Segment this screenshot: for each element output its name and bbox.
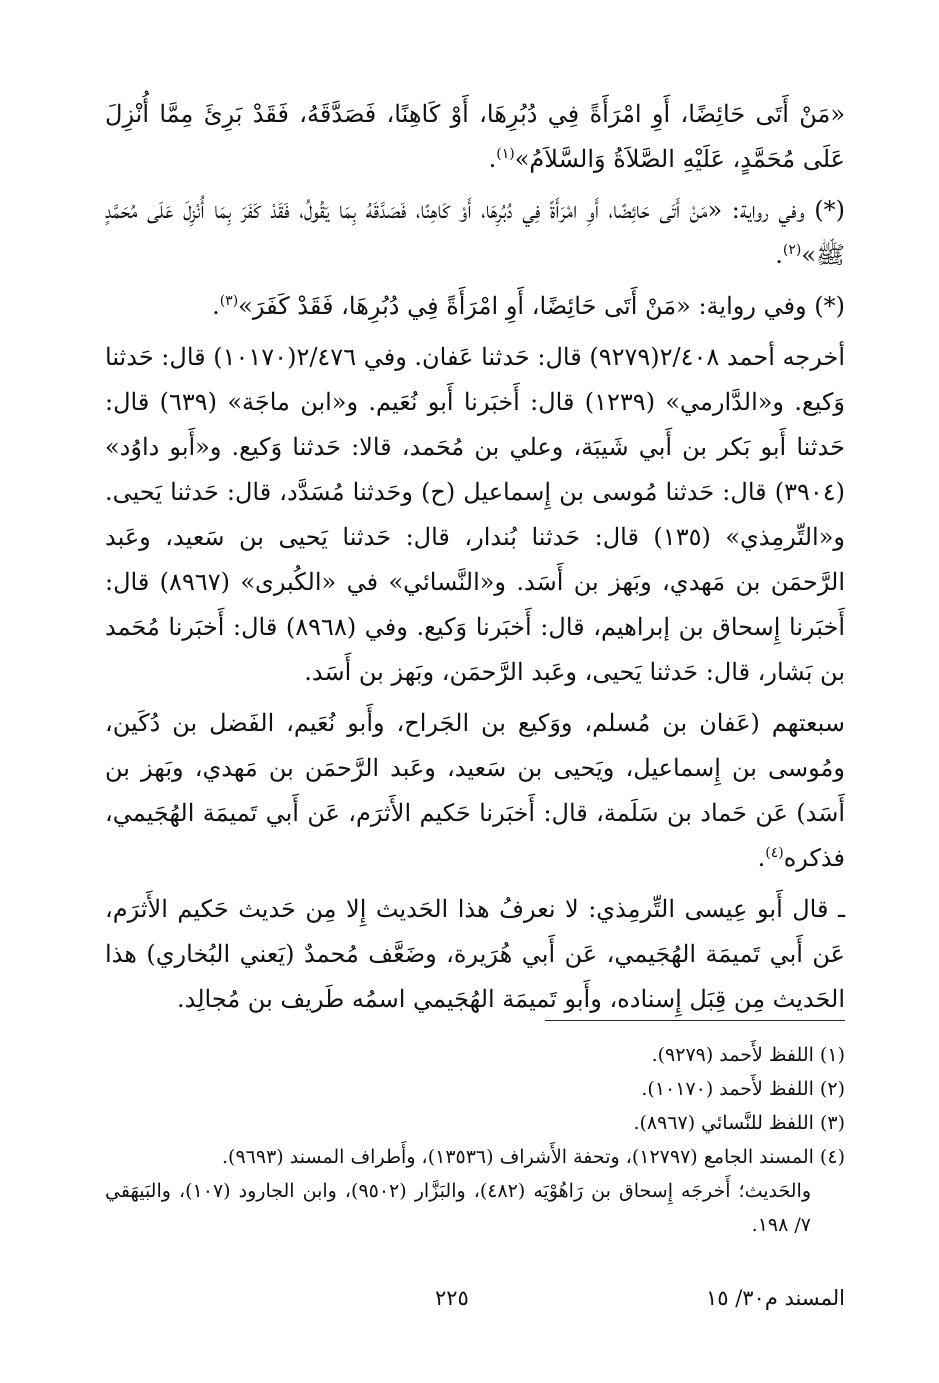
- footnote-ref-2: (٢): [782, 242, 802, 258]
- variant-narration-2: (*) وفي رواية: «مَنْ أَتَى حَائِضًا، أَوِ امْرَأَةً فِي دُبُرِهَا، فَقَدْ كَفَرَ»: [238, 292, 845, 320]
- variant-narration-paragraph-2: [105, 284, 845, 329]
- narrators-text-end: .: [757, 844, 766, 872]
- variant-narration-paragraph-1: [105, 188, 845, 278]
- tirmidhi-comment-paragraph: ـ قال أَبو عِيسى التِّرمِذي: لا نعرفُ هذا الحَديث إِلا مِن حَديث حَكيم الأَثرَم، عَن أَبي تَميمَة الهُجَيمي، عَن أَبي هُرَيرة، وضَعَّف مُحمدٌ (يَعني البُخاري) هذا الحَديث مِن قِبَل إِسناده، وأَبو تَميمَة الهُجَيمي اسمُه طَريف بن مُجالِد.: [105, 895, 845, 1013]
- footnote-4-continuation: والحَديث؛ أَخرجَه إِسحاق بن رَاهُوْيَه (٤٨٢)، والبَزَّار (٩٥٠٢)، وابن الجارود (١٠٧)، والبَيهَقي ٧/ ١٩٨.: [105, 1180, 812, 1236]
- page-footer: [105, 1286, 845, 1326]
- footnote-divider: [545, 1020, 845, 1021]
- footnote-1: (١) اللفظ لأَحمد (٩٢٧٩).: [651, 1044, 845, 1066]
- volume-folio: المسند م٣٠/ ١٥: [705, 1286, 845, 1310]
- narrators-text: سبعتهم (عَفان بن مُسلم، ووَكيع بن الجَراح، وأَبو نُعَيم، الفَضل بن دُكَين، ومُوسى بن إِسماعيل، ويَحيى بن سَعيد، وعَبد الرَّحمَن بن مَهدي، وبَهز بن أَسَد) عَن حَماد بن سَلَمة، قال: أَخبَرنا حَكيم الأَثرَم، عَن أَبي تَميمَة الهُجَيمي، فذكره: [105, 709, 845, 872]
- hadith-text-end: .: [488, 145, 497, 173]
- footnote-3: (٣) اللفظ للنَّسائي (٨٩٦٧).: [633, 1112, 845, 1134]
- takhrij-paragraph: أخرجه أحمد ٢/٤٠٨(٩٢٧٩) قال: حَدثنا عَفان. وفي ٢/٤٧٦(١٠١٧٠) قال: حَدثنا وَكيع. و«الدَّارمي» (١٢٣٩) قال: أَخبَرنا أَبو نُعَيم. و«ابن ماجَة» (٦٣٩) قال: حَدثنا أَبو بَكر بن أَبي شَيبَة، وعلي بن مُحَمد، قالا: حَدثنا وَكيع. و«أَبو داوُد» (٣٩٠٤) قال: حَدثنا مُوسى بن إِسماعيل (ح) وحَدثنا مُسَدَّد، قال: حَدثنا يَحيى. و«التِّرمِذي» (١٣٥) قال: حَدثنا بُندار، قال: حَدثنا يَحيى بن سَعيد، وعَبد الرَّحمَن بن مَهدي، وبَهز بن أَسَد. و«النَّسائي» في «الكُبرى» (٨٩٦٧) قال: أَخبَرنا إِسحاق بن إبراهيم، قال: أَخبَرنا وَكيع. وفي (٨٩٦٨) قال: أَخبَرنا مُحَمد بن بَشار، قال: حَدثنا يَحيى، وعَبد الرَّحمَن، وبَهز بن أَسَد.: [105, 343, 845, 686]
- variant-narration-1: (*) وفي رواية: «مَنْ أَتَى حَائِضًا، أَوِ امْرَأَةً فِي دُبُرِهَا، أَوْ كَاهِنًا، فَصَدَّقَهُ بِمَا يَقُولُ، فَقَدْ كَفَرَ بِمَا أُنْزِلَ عَلَى مُحَمَّدٍ ﷺ»: [105, 196, 845, 269]
- footnote-2: (٢) اللفظ لأَحمد (١٠١٧٠).: [641, 1078, 845, 1100]
- hadith-text-paragraph: [105, 92, 845, 182]
- footnote-ref-1: (١): [496, 146, 515, 162]
- variant-narration-2-end: .: [212, 292, 220, 320]
- footnote-ref-3: (٣): [219, 293, 239, 309]
- footnote-4: (٤) المسند الجامع (١٢٧٩٧)، وتحفة الأَشراف (١٣٥٣٦)، وأَطراف المسند (٩٦٩٣).: [222, 1146, 845, 1168]
- narrators-paragraph: [105, 701, 845, 881]
- footnote-ref-4: (٤): [765, 845, 784, 861]
- footnotes: [105, 1038, 845, 1242]
- variant-narration-1-end: .: [775, 241, 783, 269]
- main-text: [105, 92, 845, 1028]
- hadith-text: «مَنْ أَتَى حَائِضًا، أَوِ امْرَأَةً فِي دُبُرِهَا، أَوْ كَاهِنًا، فَصَدَّقَهُ، فَقَدْ بَرِئَ مِمَّا أُنْزِلَ عَلَى مُحَمَّدٍ، عَلَيْهِ الصَّلاَةُ وَالسَّلاَمُ»: [105, 100, 845, 173]
- page-number: ٢٢٥: [435, 1286, 469, 1310]
